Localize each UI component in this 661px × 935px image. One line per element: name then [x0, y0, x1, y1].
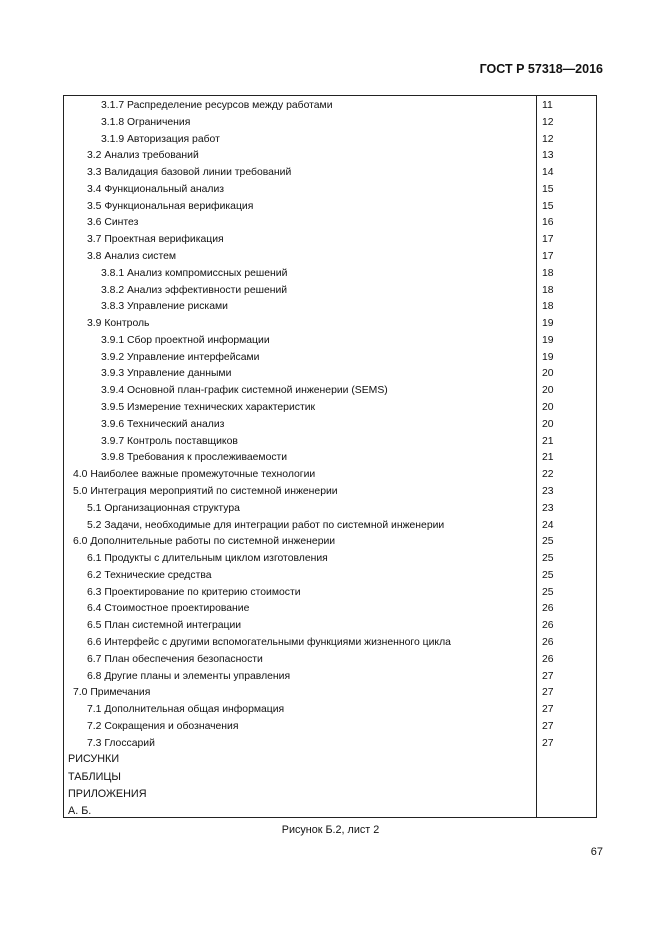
toc-entry-page: 24 — [542, 519, 554, 531]
toc-entry-page: 20 — [542, 402, 554, 414]
toc-row — [64, 282, 596, 299]
toc-row — [64, 399, 596, 416]
toc-entry-title: 6.8 Другие планы и элементы управления — [87, 670, 291, 682]
toc-entry-title: 3.1.9 Авторизация работ — [101, 133, 220, 145]
toc-row — [64, 214, 596, 231]
toc-entry-title: 5.0 Интеграция мероприятий по системной инженерии — [73, 485, 338, 497]
toc-entry-page: 15 — [542, 183, 554, 195]
toc-entry-page: 27 — [542, 737, 554, 749]
toc-entry-title: 3.7 Проектная верификация — [87, 234, 224, 246]
toc-entry-title: 6.7 План обеспечения безопасности — [87, 653, 263, 665]
toc-entry-page: 20 — [542, 418, 554, 430]
toc-row — [64, 584, 596, 601]
toc-entry-page: 25 — [542, 536, 554, 548]
toc-entry-page: 20 — [542, 368, 554, 380]
toc-entry-title: 5.1 Организационная структура — [87, 502, 240, 514]
toc-entry-title: ТАБЛИЦЫ — [68, 770, 121, 783]
toc-entry-page: 12 — [542, 116, 554, 128]
toc-entry-title: 6.4 Стоимостное проектирование — [87, 603, 250, 615]
toc-entry-title: ПРИЛОЖЕНИЯ — [68, 788, 147, 801]
toc-entry-page: 21 — [542, 435, 554, 447]
table-of-contents — [63, 95, 597, 818]
toc-row — [64, 567, 596, 584]
toc-entry-page: 27 — [542, 687, 554, 699]
toc-row — [64, 533, 596, 550]
toc-entry-title: 3.9 Контроль — [87, 318, 150, 330]
toc-row — [64, 634, 596, 651]
toc-entry-title: 6.3 Проектирование по критерию стоимости — [87, 586, 301, 598]
toc-entry-page: 13 — [542, 150, 554, 162]
toc-row — [64, 803, 596, 820]
toc-row — [64, 265, 596, 282]
toc-entry-title: 7.1 Дополнительная общая информация — [87, 704, 285, 716]
toc-row — [64, 466, 596, 483]
toc-row — [64, 735, 596, 752]
toc-entry-page: 16 — [542, 217, 554, 229]
toc-row — [64, 147, 596, 164]
toc-row — [64, 181, 596, 198]
toc-entry-title: 3.4 Функциональный анализ — [87, 183, 225, 195]
toc-row — [64, 786, 596, 803]
toc-entry-title: 3.8.1 Анализ компромиссных решений — [101, 267, 288, 279]
standard-header: ГОСТ Р 57318—2016 — [479, 62, 603, 76]
toc-row — [64, 382, 596, 399]
toc-entry-page: 11 — [542, 100, 553, 111]
toc-entry-page: 18 — [542, 284, 554, 296]
toc-entry-title: 6.2 Технические средства — [87, 569, 212, 581]
toc-row — [64, 651, 596, 668]
toc-entry-title: 6.1 Продукты с длительным циклом изготовления — [87, 553, 328, 565]
toc-entry-page: 17 — [542, 251, 554, 263]
toc-row — [64, 332, 596, 349]
toc-entry-title: 4.0 Наиболее важные промежуточные технологии — [73, 469, 316, 481]
toc-row — [64, 231, 596, 248]
toc-entry-title: 3.8 Анализ систем — [87, 251, 177, 263]
toc-entry-page: 22 — [542, 469, 554, 481]
toc-row — [64, 751, 596, 768]
toc-entry-title: 5.2 Задачи, необходимые для интеграции работ по системной инженерии — [87, 519, 445, 531]
toc-row — [64, 164, 596, 181]
toc-entry-title: 3.9.2 Управление интерфейсами — [101, 351, 260, 363]
toc-entry-page: 15 — [542, 200, 554, 212]
toc-entry-title: 3.1.7 Распределение ресурсов между работами — [101, 100, 333, 111]
toc-entry-page: 25 — [542, 569, 554, 581]
toc-entry-title: 7.2 Сокращения и обозначения — [87, 720, 239, 732]
toc-entry-page: 26 — [542, 620, 554, 632]
toc-entry-title: 3.5 Функциональная верификация — [87, 200, 254, 212]
toc-row — [64, 617, 596, 634]
toc-row — [64, 114, 596, 131]
toc-row — [64, 500, 596, 517]
toc-row — [64, 550, 596, 567]
toc-entry-page: 12 — [542, 133, 554, 145]
toc-entry-title: 3.8.3 Управление рисками — [101, 301, 228, 313]
toc-entry-page: 23 — [542, 502, 554, 514]
toc-row — [64, 517, 596, 534]
toc-entry-page: 27 — [542, 720, 554, 732]
toc-entry-title: А. Б. — [68, 805, 92, 818]
toc-row — [64, 701, 596, 718]
toc-entry-page: 26 — [542, 603, 554, 615]
toc-entry-title: 3.1.8 Ограничения — [101, 116, 191, 128]
toc-entry-title: 3.6 Синтез — [87, 217, 139, 229]
toc-entry-title: 6.6 Интерфейс с другими вспомогательными функциями жизненного цикла — [87, 636, 451, 648]
toc-row — [64, 769, 596, 786]
toc-row — [64, 600, 596, 617]
toc-row — [64, 349, 596, 366]
toc-row — [64, 433, 596, 450]
toc-entry-page: 18 — [542, 267, 554, 279]
toc-row — [64, 97, 596, 114]
toc-row — [64, 449, 596, 466]
toc-row — [64, 668, 596, 685]
toc-entry-title: 3.8.2 Анализ эффективности решений — [101, 284, 288, 296]
toc-entry-page: 26 — [542, 636, 554, 648]
toc-entry-title: 3.2 Анализ требований — [87, 150, 199, 162]
toc-entry-title: 3.9.5 Измерение технических характеристик — [101, 402, 316, 414]
toc-row — [64, 248, 596, 265]
toc-entry-title: 7.0 Примечания — [73, 687, 151, 699]
toc-entry-page: 14 — [542, 167, 554, 179]
toc-entry-title: РИСУНКИ — [68, 753, 120, 766]
toc-entry-page: 18 — [542, 301, 554, 313]
toc-entry-page: 19 — [542, 318, 554, 330]
toc-entry-title: 6.5 План системной интеграции — [87, 620, 242, 632]
toc-row — [64, 483, 596, 500]
toc-row — [64, 315, 596, 332]
page-number: 67 — [590, 846, 603, 858]
toc-entry-title: 3.9.6 Технический анализ — [101, 418, 225, 430]
toc-row — [64, 131, 596, 148]
toc-row — [64, 298, 596, 315]
toc-entry-title: 3.3 Валидация базовой линии требований — [87, 167, 292, 179]
toc-entry-page: 21 — [542, 452, 554, 464]
figure-caption: Рисунок Б.2, лист 2 — [281, 824, 380, 836]
toc-entry-title: 3.9.1 Сбор проектной информации — [101, 334, 270, 346]
toc-row — [64, 718, 596, 735]
toc-entry-page: 25 — [542, 586, 554, 598]
toc-row — [64, 416, 596, 433]
toc-row — [64, 365, 596, 382]
toc-entry-title: 3.9.3 Управление данными — [101, 368, 232, 380]
toc-entry-page: 25 — [542, 553, 554, 565]
toc-entry-title: 6.0 Дополнительные работы по системной инженерии — [73, 536, 336, 548]
toc-entry-title: 3.9.7 Контроль поставщиков — [101, 435, 238, 447]
toc-row — [64, 684, 596, 701]
toc-entry-title: 3.9.4 Основной план-график системной инженерии (SEMS) — [101, 385, 388, 397]
toc-entry-page: 19 — [542, 351, 554, 363]
toc-entry-title: 7.3 Глоссарий — [87, 737, 155, 749]
toc-entry-page: 19 — [542, 334, 554, 346]
toc-entry-page: 23 — [542, 485, 554, 497]
toc-entry-page: 20 — [542, 385, 554, 397]
toc-entry-page: 27 — [542, 704, 554, 716]
toc-row — [64, 198, 596, 215]
toc-entry-page: 17 — [542, 234, 554, 246]
toc-entry-page: 26 — [542, 653, 554, 665]
toc-entry-page: 27 — [542, 670, 554, 682]
toc-entry-title: 3.9.8 Требования к прослеживаемости — [101, 452, 288, 464]
